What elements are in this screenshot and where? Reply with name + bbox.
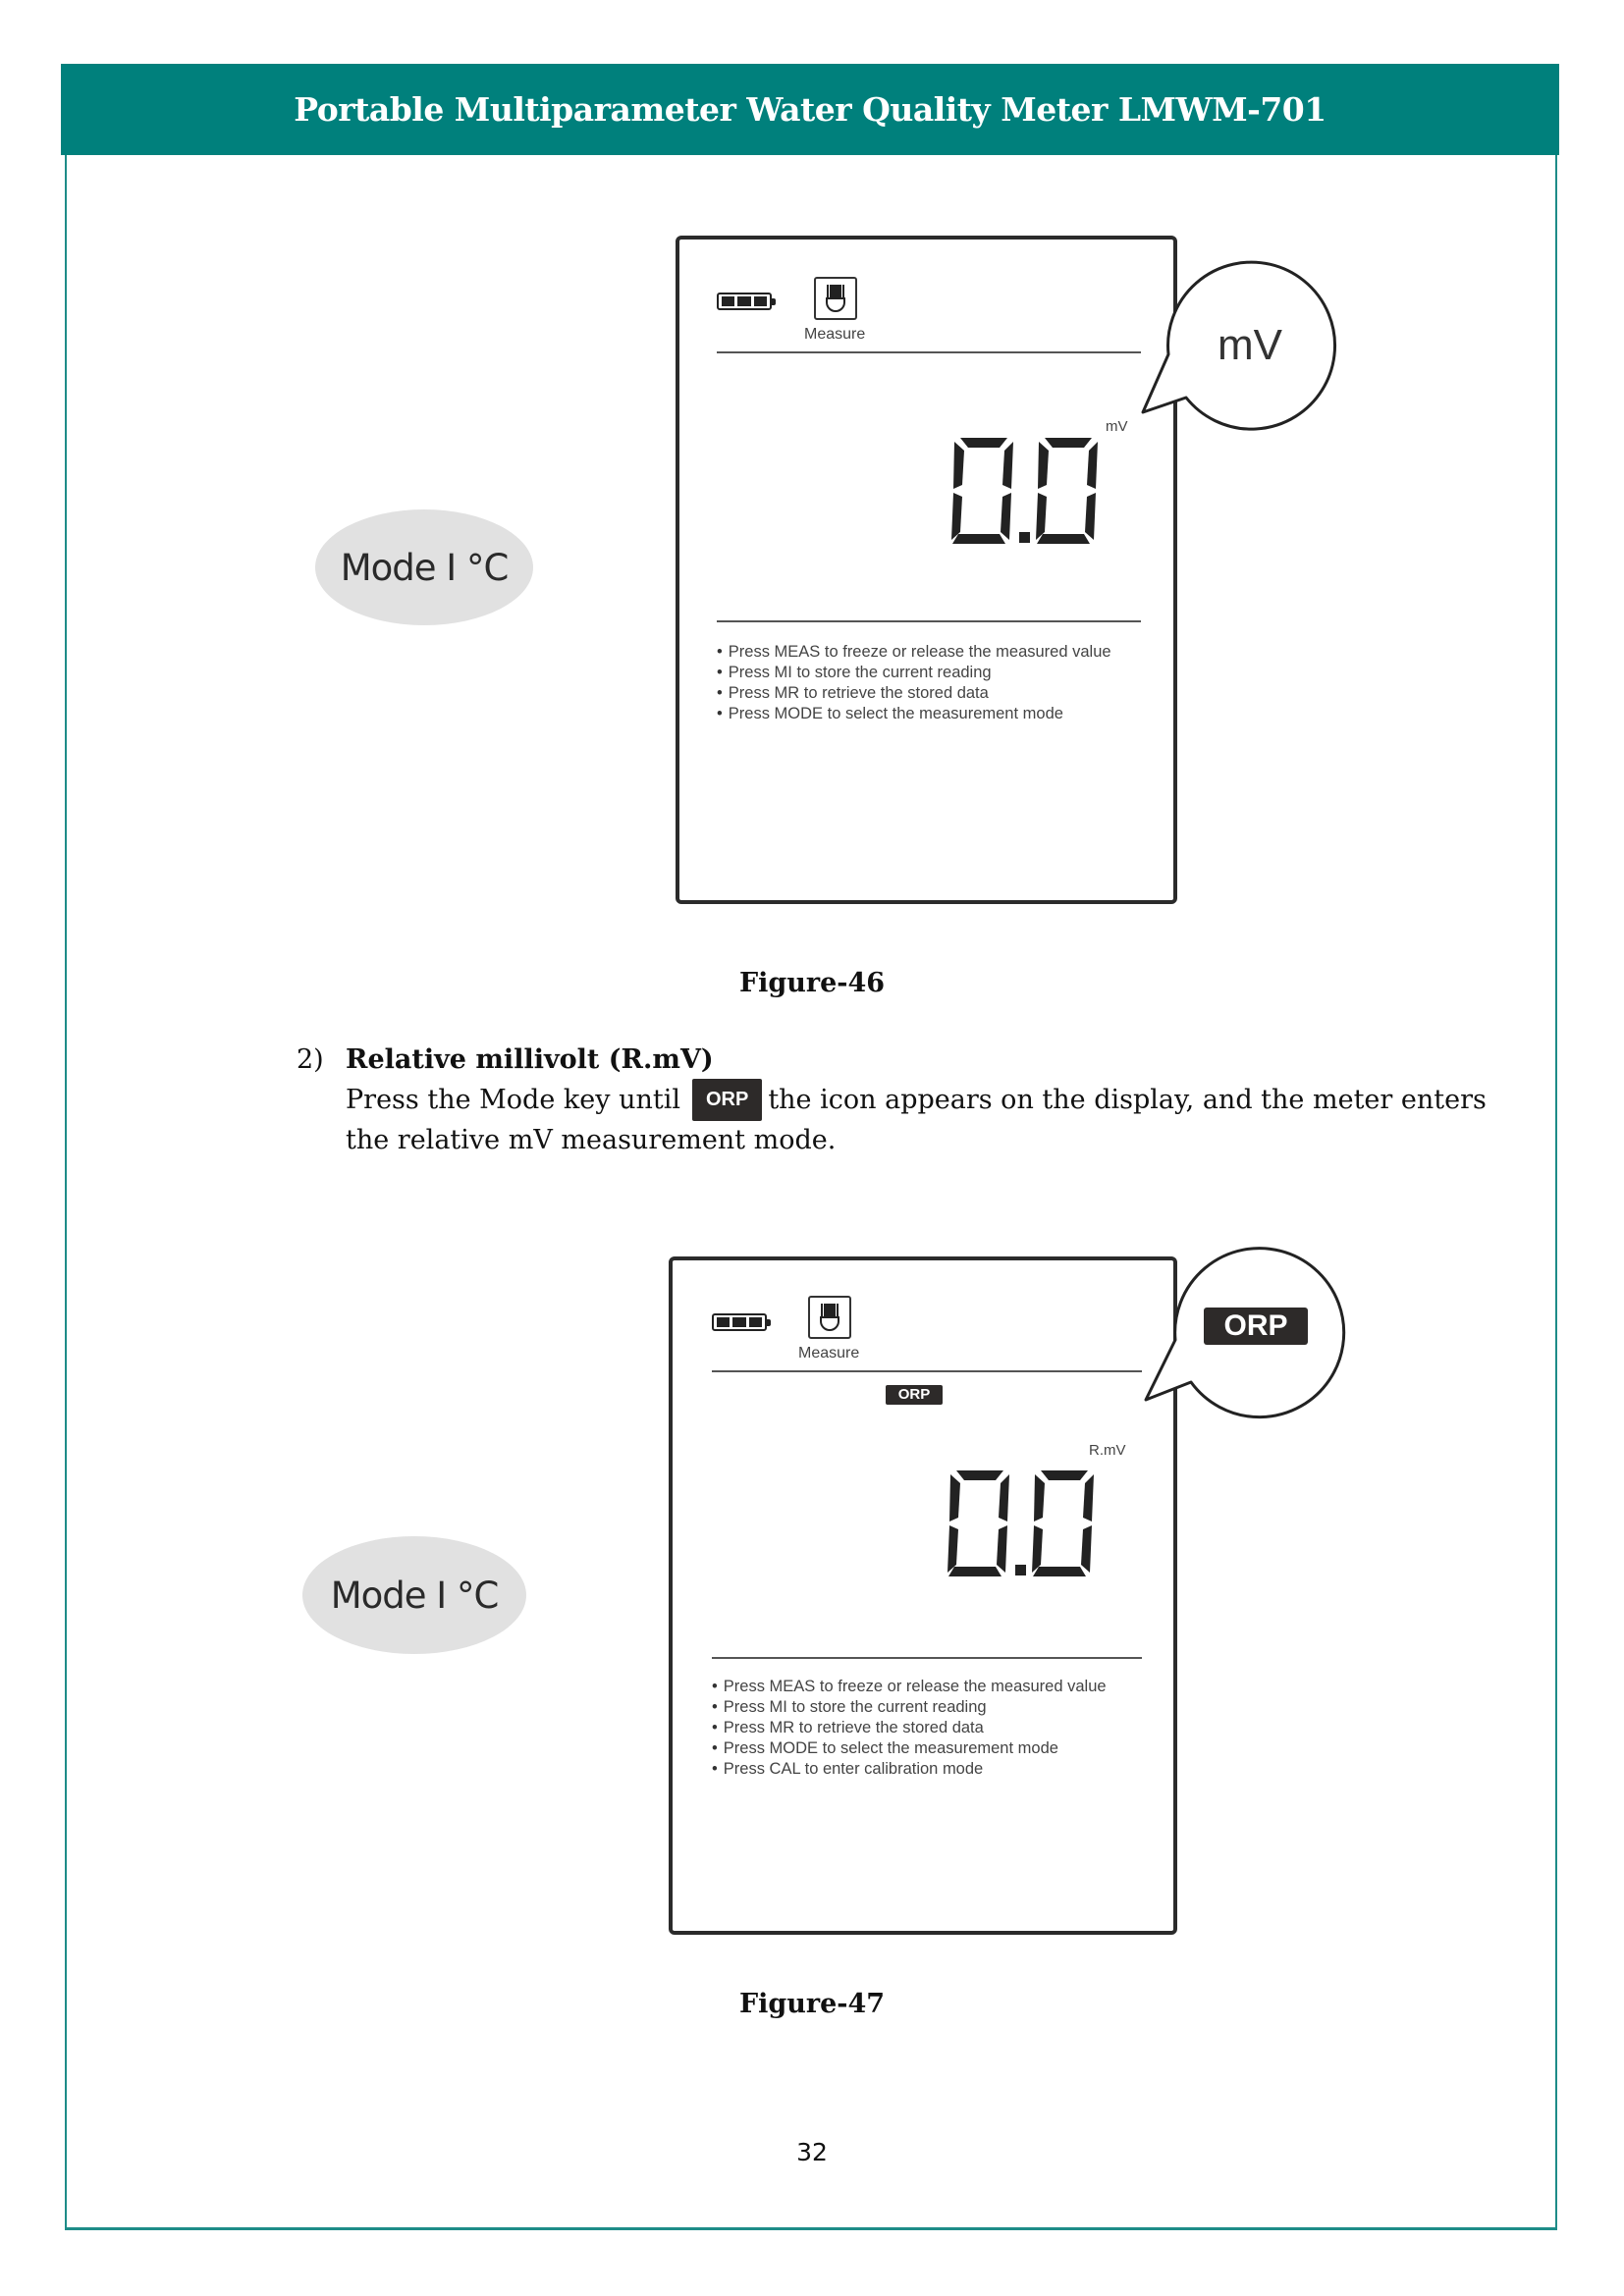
mode-key-label: Mode I °C <box>340 546 509 589</box>
hint-item: • Press MI to store the current reading <box>712 1697 1107 1718</box>
bubble-label: mV <box>1218 321 1282 369</box>
section-number: 2) <box>297 1044 324 1075</box>
hint-item: • Press MODE to select the measurement mode <box>717 704 1111 724</box>
mode-key-button <box>302 1536 526 1654</box>
hint-item: • Press MI to store the current reading <box>717 663 1111 683</box>
lcd-display-figure-46 <box>676 236 1177 904</box>
hint-item: • Press MEAS to freeze or release the measured value <box>717 642 1111 663</box>
mode-key-button <box>315 509 533 625</box>
hint-item: • Press MEAS to freeze or release the measured value <box>712 1677 1107 1697</box>
orp-icon: ORP <box>692 1079 762 1121</box>
battery-icon <box>717 293 772 310</box>
display-divider-bottom <box>712 1657 1142 1659</box>
hint-item: • Press CAL to enter calibration mode <box>712 1759 1107 1780</box>
display-divider-bottom <box>717 620 1141 622</box>
seven-segment-reading <box>950 436 1108 546</box>
display-divider-top <box>712 1370 1142 1372</box>
display-divider-top <box>717 351 1141 353</box>
document-title: Portable Multiparameter Water Quality Meter LMWM-701 <box>294 90 1326 129</box>
battery-icon <box>712 1313 767 1331</box>
hint-item: • Press MODE to select the measurement mode <box>712 1738 1107 1759</box>
measure-status-label: Measure <box>804 326 866 343</box>
reading-unit: R.mV <box>1089 1442 1126 1459</box>
orp-mode-indicator: ORP <box>886 1385 943 1405</box>
header-bar <box>61 64 1559 155</box>
body-text-after: the icon appears on the display, and the meter enters the relative mV measurement mode. <box>346 1085 1487 1155</box>
probe-icon <box>808 1296 851 1339</box>
page-number: 32 <box>796 2138 828 2166</box>
hint-item: • Press MR to retrieve the stored data <box>717 683 1111 704</box>
key-hints-list <box>712 1677 1107 1780</box>
measure-status-label: Measure <box>798 1345 860 1362</box>
reading-unit: mV <box>1106 418 1128 435</box>
figure-caption: Figure-46 <box>738 968 886 998</box>
mode-key-label: Mode I °C <box>330 1574 499 1617</box>
body-text-before: Press the Mode key until <box>346 1085 680 1115</box>
seven-segment-reading <box>947 1468 1104 1578</box>
section-heading: Relative millivolt (R.mV) <box>346 1044 714 1075</box>
bubble-orp-chip: ORP <box>1204 1308 1308 1345</box>
section-body <box>346 1079 1504 1159</box>
probe-icon <box>814 277 857 320</box>
hint-item: • Press MR to retrieve the stored data <box>712 1718 1107 1738</box>
figure-caption: Figure-47 <box>738 1989 886 2019</box>
key-hints-list <box>717 642 1111 724</box>
lcd-display-figure-47 <box>669 1256 1177 1935</box>
